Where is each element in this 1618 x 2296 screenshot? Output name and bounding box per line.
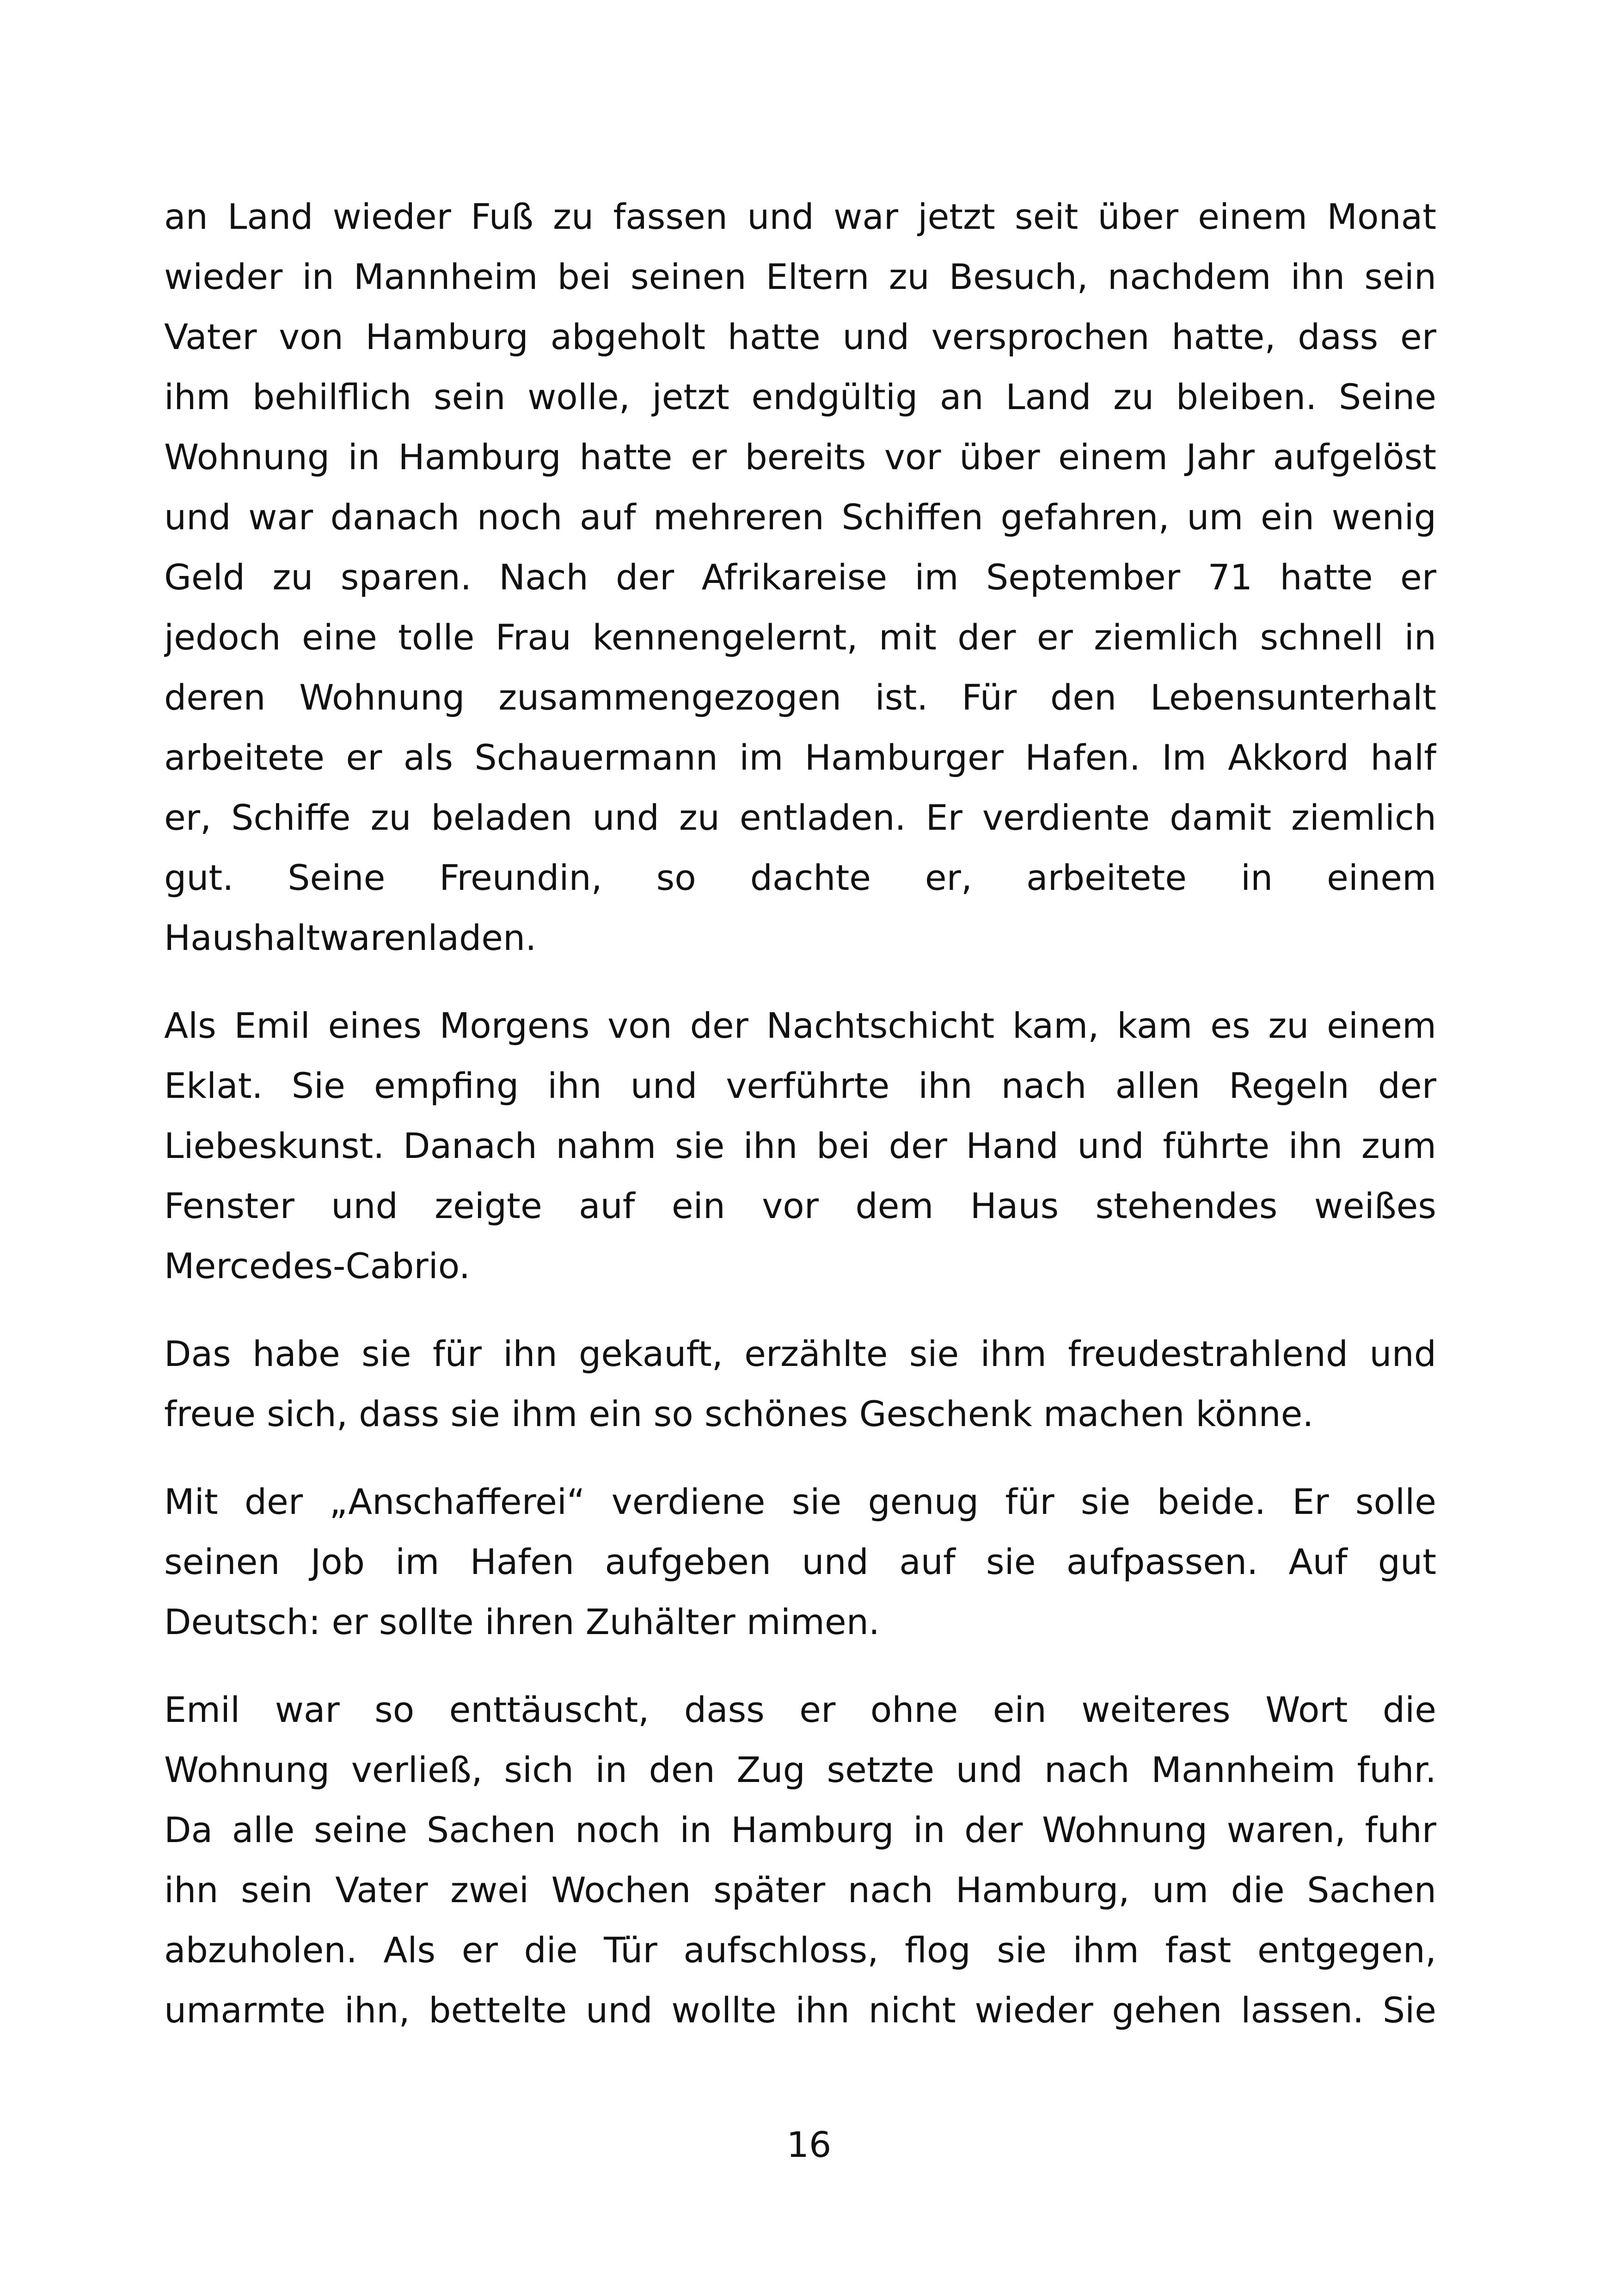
text-line: Wohnung verließ, sich in den Zug setzte und nach Mannheim fuhr.: [164, 1749, 1436, 1790]
text-line: Haushaltwarenladen.: [164, 917, 537, 958]
text-line: an Land wieder Fuß zu fassen und war jetzt seit über einem Monat: [164, 196, 1436, 237]
text-line: ihn sein Vater zwei Wochen später nach Hamburg, um die Sachen: [164, 1869, 1436, 1910]
text-line: deren Wohnung zusammengezogen ist. Für den Lebensunterhalt: [164, 677, 1436, 718]
paragraph: [164, 187, 1436, 968]
text-line: er, Schiffe zu beladen und zu entladen. Er verdiente damit ziemlich: [164, 797, 1436, 838]
text-line: wieder in Mannheim bei seinen Eltern zu Besuch, nachdem ihn sein: [164, 256, 1436, 297]
text-line: freue sich, dass sie ihm ein so schönes Geschenk machen könne.: [164, 1393, 1314, 1434]
text-line: Mit der „Anschafferei“ verdiene sie genug für sie beide. Er solle: [164, 1481, 1436, 1522]
text-line: jedoch eine tolle Frau kennengelernt, mit der er ziemlich schnell in: [164, 617, 1436, 658]
text-line: Vater von Hamburg abgeholt hatte und versprochen hatte, dass er: [164, 316, 1436, 357]
paragraph: [164, 1472, 1436, 1652]
text-line: Da alle seine Sachen noch in Hamburg in der Wohnung waren, fuhr: [164, 1809, 1436, 1850]
text-line: abzuholen. Als er die Tür aufschloss, flog sie ihm fast entgegen,: [164, 1929, 1436, 1971]
text-line: Fenster und zeigte auf ein vor dem Haus stehendes weißes: [164, 1185, 1436, 1226]
text-line: Das habe sie für ihn gekauft, erzählte sie ihm freudestrahlend und: [164, 1333, 1436, 1374]
body-text: [164, 187, 1436, 2068]
text-line: Deutsch: er sollte ihren Zuhälter mimen.: [164, 1601, 880, 1642]
paragraph: [164, 996, 1436, 1296]
paragraph: [164, 1324, 1436, 1444]
text-line: Geld zu sparen. Nach der Afrikareise im September 71 hatte er: [164, 557, 1436, 598]
text-line: gut. Seine Freundin, so dachte er, arbeitete in einem: [164, 857, 1436, 898]
text-line: umarmte ihn, bettelte und wollte ihn nicht wieder gehen lassen. Sie: [164, 1990, 1436, 2031]
text-line: und war danach noch auf mehreren Schiffen gefahren, um ein wenig: [164, 496, 1436, 538]
text-line: seinen Job im Hafen aufgeben und auf sie aufpassen. Auf gut: [164, 1541, 1436, 1582]
text-line: ihm behilflich sein wolle, jetzt endgültig an Land zu bleiben. Seine: [164, 376, 1436, 417]
text-line: Als Emil eines Morgens von der Nachtschicht kam, kam es zu einem: [164, 1005, 1436, 1046]
text-line: Eklat. Sie empfing ihn und verführte ihn nach allen Regeln der: [164, 1065, 1436, 1106]
page-number: 16: [786, 2124, 832, 2165]
text-line: Liebeskunst. Danach nahm sie ihn bei der Hand und führte ihn zum: [164, 1125, 1436, 1166]
text-line: arbeitete er als Schauermann im Hamburger Hafen. Im Akkord half: [164, 737, 1436, 778]
text-line: Mercedes-Cabrio.: [164, 1245, 471, 1286]
text-line: Emil war so enttäuscht, dass er ohne ein weiteres Wort die: [164, 1689, 1436, 1730]
text-line: Wohnung in Hamburg hatte er bereits vor über einem Jahr aufgelöst: [164, 436, 1436, 478]
paragraph: [164, 1680, 1436, 2040]
